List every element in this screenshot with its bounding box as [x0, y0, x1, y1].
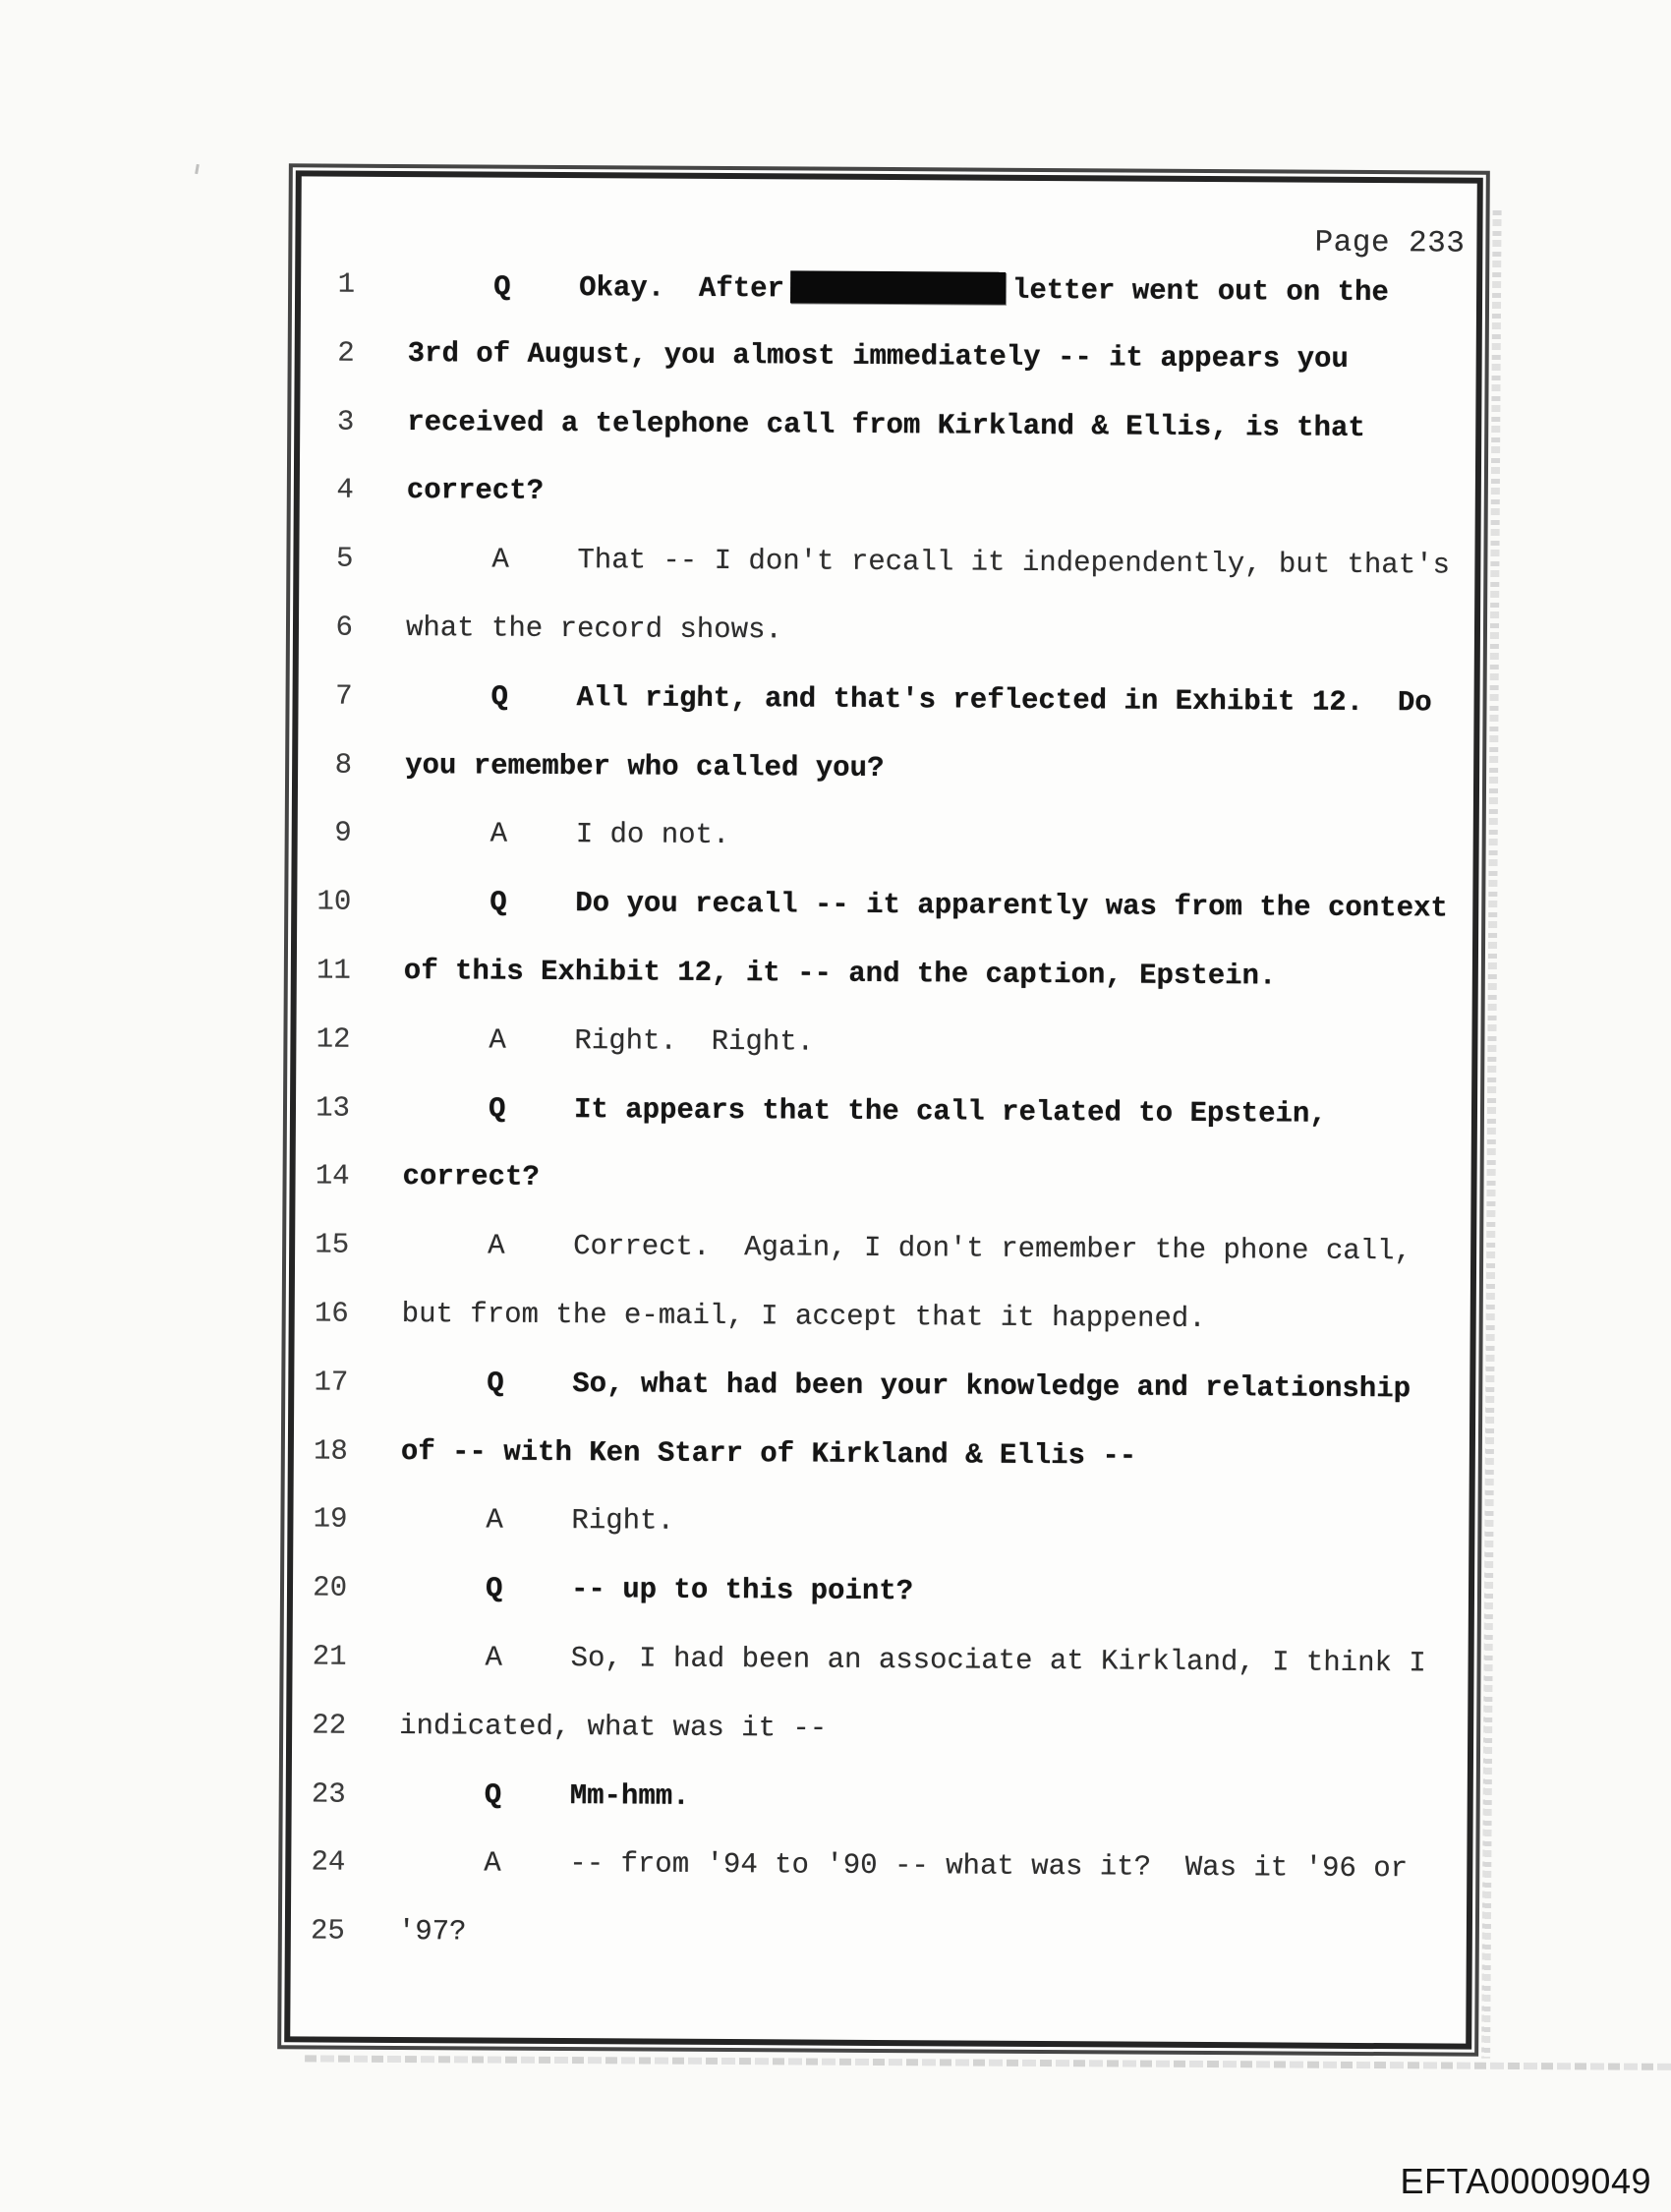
line-number: 6: [335, 611, 354, 644]
line-text: A Right.: [400, 1503, 674, 1539]
transcript-line: [292, 336, 1485, 382]
line-text: Q Okay. After letter went out on the: [408, 270, 1389, 310]
line-text: Q It appears that the call related to Epstein,: [402, 1091, 1327, 1131]
transcript-line: [289, 679, 1482, 726]
transcript-line: [288, 885, 1481, 931]
line-number: 9: [334, 816, 352, 850]
transcript-line: [285, 1366, 1478, 1412]
line-text: A Right. Right.: [403, 1022, 815, 1059]
line-text: A So, I had been an associate at Kirkland, I think I: [399, 1641, 1426, 1680]
line-text: what the record shows.: [405, 611, 782, 647]
line-number: 22: [312, 1709, 347, 1742]
transcript-line: [291, 474, 1484, 520]
transcript-line: [286, 1160, 1479, 1206]
page-number-label: Page 233: [1314, 225, 1466, 262]
line-text: '97?: [397, 1915, 467, 1949]
line-text: Q So, what had been your knowledge and relationship: [401, 1366, 1412, 1406]
line-number: 5: [335, 542, 354, 575]
transcript-line: [286, 1297, 1479, 1343]
line-number: 19: [313, 1502, 348, 1537]
transcript-line: [285, 1434, 1478, 1481]
transcript-line: [290, 542, 1483, 588]
transcript-line: [290, 611, 1483, 657]
line-text: 3rd of August, you almost immediately -- it appears you: [407, 336, 1349, 376]
transcript-line: [283, 1709, 1476, 1755]
transcript-line: [287, 1091, 1480, 1137]
line-number: 7: [335, 679, 353, 713]
line-text: A I do not.: [404, 817, 730, 852]
line-text: Q Mm-hmm.: [398, 1777, 690, 1813]
line-number: 17: [314, 1366, 349, 1399]
transcript-line: [284, 1571, 1477, 1617]
line-number: 16: [314, 1297, 349, 1330]
line-text: A Correct. Again, I don't remember the phone call,: [402, 1229, 1412, 1268]
transcript-line: [291, 405, 1484, 451]
line-text: Q -- up to this point?: [399, 1572, 914, 1608]
line-text: A That -- I don't recall it independently, but that's: [406, 543, 1451, 582]
redaction-box: [790, 270, 1006, 304]
line-text: indicated, what was it --: [399, 1709, 828, 1745]
line-number: 11: [316, 954, 351, 987]
transcript-line: [282, 1914, 1475, 1960]
line-number: 1: [337, 267, 356, 301]
line-number: 10: [317, 885, 352, 918]
transcript-line: [286, 1228, 1479, 1274]
line-text: correct?: [402, 1160, 540, 1194]
line-number: 3: [336, 405, 355, 438]
line-text: Q All right, and that's reflected in Exhibit 12. Do: [405, 679, 1432, 720]
scan-artifact-mark: [195, 164, 200, 174]
line-number: 21: [312, 1640, 347, 1673]
line-text: correct?: [406, 474, 545, 508]
line-text: you remember who called you?: [405, 748, 885, 785]
line-text: Q Do you recall -- it apparently was from the context: [404, 886, 1448, 925]
line-text: A -- from '94 to '90 -- what was it? Was it '96 or: [398, 1846, 1409, 1886]
line-number: 15: [315, 1228, 350, 1261]
line-text: of -- with Ken Starr of Kirkland & Ellis --: [400, 1434, 1137, 1473]
transcript-line: [292, 267, 1485, 314]
transcript-line: [283, 1777, 1476, 1824]
line-number: 25: [310, 1914, 345, 1948]
line-text: but from the e-mail, I accept that it happened.: [401, 1298, 1206, 1336]
line-number: 20: [313, 1571, 348, 1604]
transcript-line: [287, 1022, 1480, 1069]
transcript-line: [289, 817, 1482, 863]
scan-shadow-bottom: [305, 2055, 1671, 2070]
line-number: 14: [315, 1159, 350, 1193]
line-number: 8: [334, 748, 353, 782]
line-number: 13: [316, 1091, 351, 1125]
transcript-line: [288, 954, 1481, 1000]
line-number: 12: [316, 1022, 351, 1056]
scan-shadow-right: [1481, 210, 1501, 2059]
transcript-line: [284, 1503, 1477, 1549]
line-number: 24: [311, 1845, 346, 1880]
line-number: 2: [337, 336, 355, 370]
transcript-sheet: [277, 163, 1490, 2056]
bates-stamp: EFTA00009049: [1400, 2161, 1651, 2201]
transcript-line: [289, 748, 1482, 794]
line-text: received a telephone call from Kirkland & Ellis, is that: [407, 405, 1365, 444]
line-number: 4: [336, 473, 354, 507]
transcript-line: [282, 1846, 1475, 1892]
line-number: 23: [311, 1777, 346, 1811]
transcript-line: [283, 1640, 1476, 1686]
line-number: 18: [313, 1434, 348, 1468]
line-text: of this Exhibit 12, it -- and the caption, Epstein.: [403, 955, 1277, 993]
